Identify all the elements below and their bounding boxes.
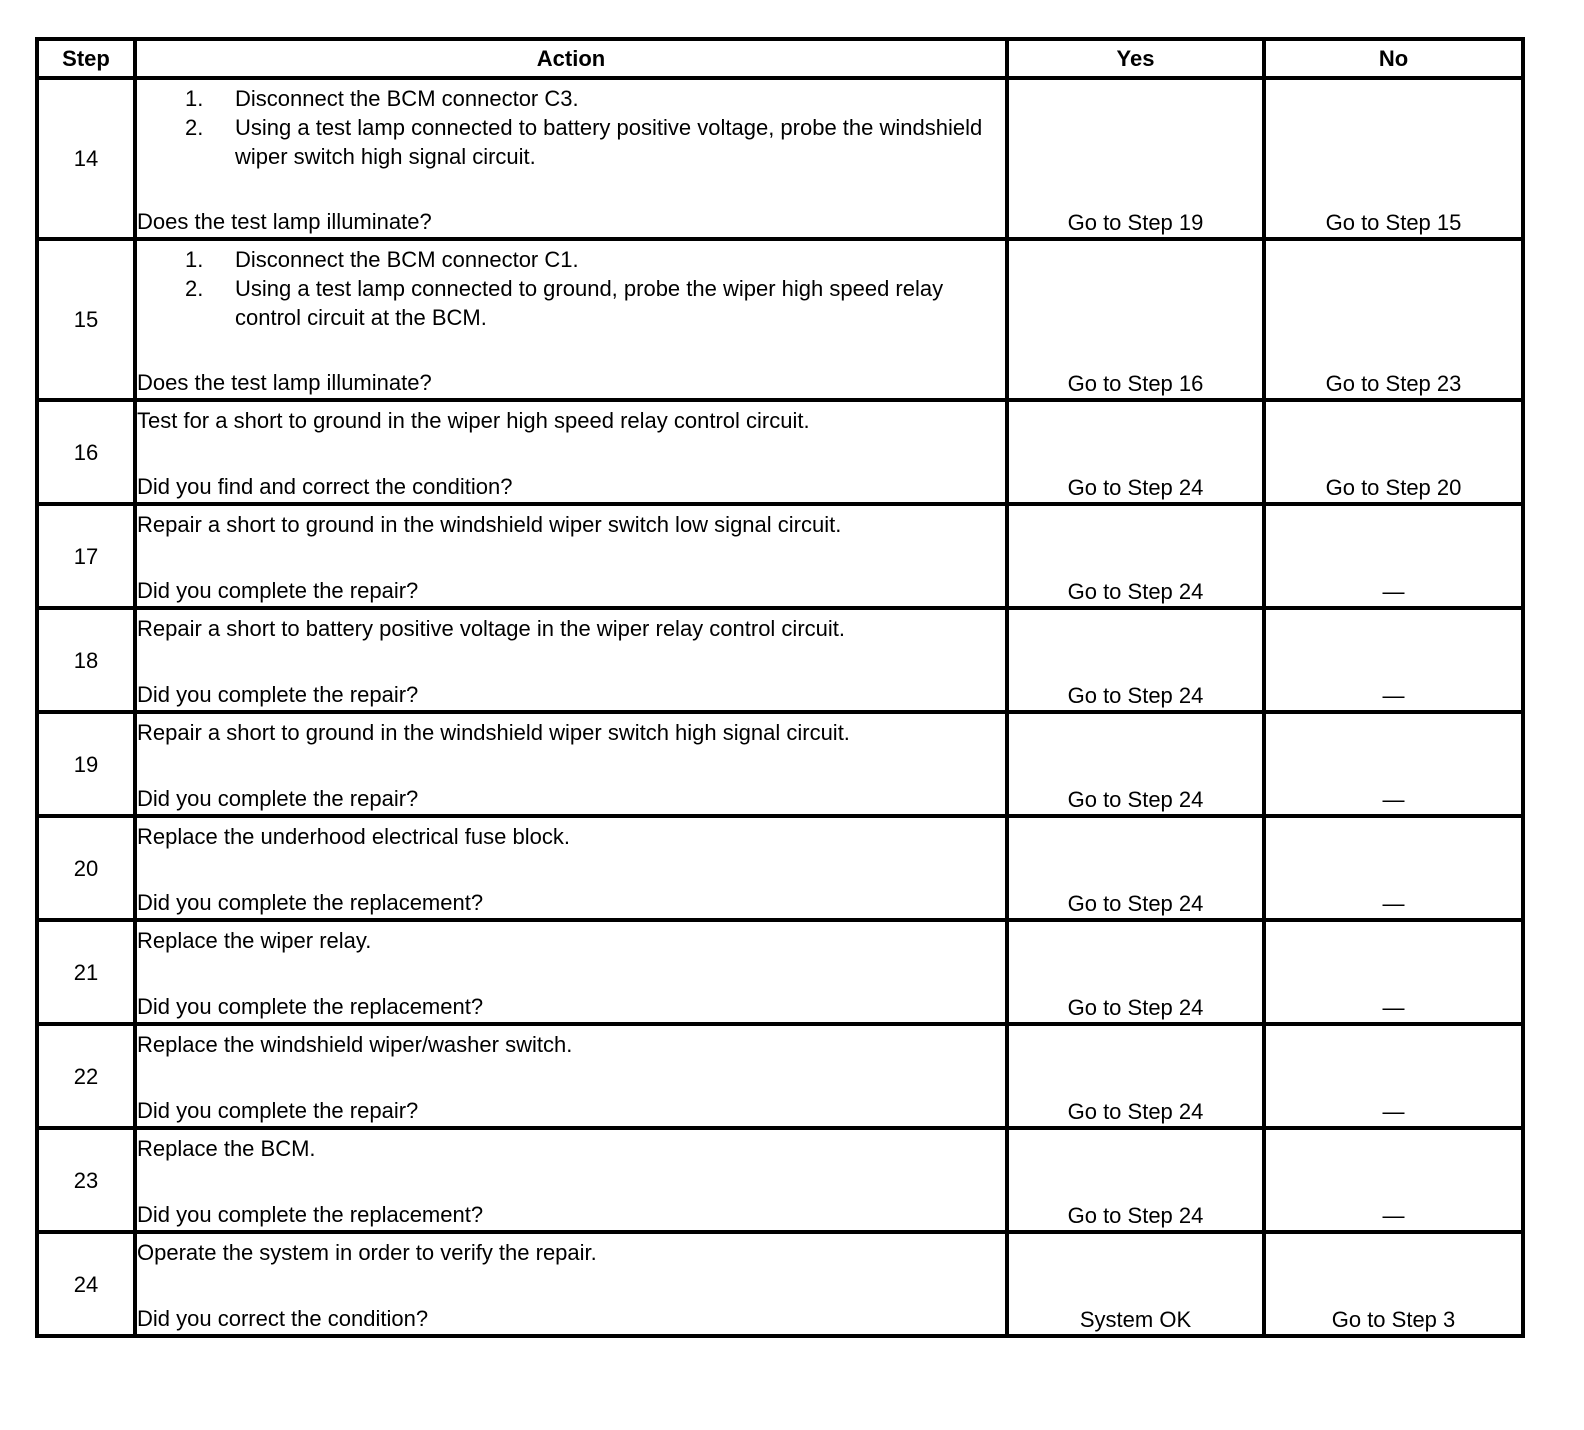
table-row [37,608,1523,712]
action-question: Did you complete the replacement? [137,890,484,915]
action-cell [135,712,1007,816]
table-row [37,1128,1523,1232]
no-result: Go to Step 23 [1264,239,1523,400]
step-number: 22 [37,1024,135,1128]
yes-result: Go to Step 24 [1007,1024,1264,1128]
table-row [37,816,1523,920]
yes-result: Go to Step 24 [1007,920,1264,1024]
action-instruction: Repair a short to battery positive voltage in the wiper relay control circuit. [137,616,845,641]
substep-text: Disconnect the BCM connector C1. [235,247,579,272]
table-row [37,1024,1523,1128]
action-instruction: Replace the wiper relay. [137,928,372,953]
substep-number: 1. [185,86,204,111]
step-number: 16 [37,400,135,504]
diagnostic-table [35,37,1525,1338]
yes-result: Go to Step 24 [1007,608,1264,712]
header-no: No [1264,39,1523,78]
step-number: 21 [37,920,135,1024]
action-instruction: Replace the BCM. [137,1136,316,1161]
substep-list [137,245,1005,332]
table-row [37,400,1523,504]
table-row [37,504,1523,608]
action-instruction: Repair a short to ground in the windshield wiper switch low signal circuit. [137,512,842,537]
header-row [37,39,1523,78]
step-number: 15 [37,239,135,400]
yes-result: Go to Step 19 [1007,78,1264,239]
no-result: — [1264,920,1523,1024]
action-question: Did you complete the repair? [137,786,419,811]
substep-item [185,84,1005,113]
action-question: Did you find and correct the condition? [137,474,513,499]
no-result: Go to Step 20 [1264,400,1523,504]
substep-text: Disconnect the BCM connector C3. [235,86,579,111]
substep-item [185,245,1005,274]
action-instruction: Repair a short to ground in the windshield wiper switch high signal circuit. [137,720,850,745]
yes-result: Go to Step 24 [1007,504,1264,608]
action-question: Does the test lamp illuminate? [137,209,432,234]
action-cell [135,504,1007,608]
yes-result: System OK [1007,1232,1264,1336]
yes-result: Go to Step 24 [1007,1128,1264,1232]
table-row [37,1232,1523,1336]
header-step: Step [37,39,135,78]
action-cell [135,608,1007,712]
table-row [37,239,1523,400]
action-question: Did you complete the repair? [137,1098,419,1123]
substep-text: Using a test lamp connected to battery positive voltage, probe the windshield wiper switch high signal circuit. [235,115,983,169]
action-cell [135,1128,1007,1232]
no-result: — [1264,1128,1523,1232]
step-number: 14 [37,78,135,239]
substep-number: 1. [185,247,204,272]
action-cell [135,920,1007,1024]
no-result: — [1264,504,1523,608]
action-cell [135,400,1007,504]
action-question: Did you correct the condition? [137,1306,429,1331]
action-cell [135,239,1007,400]
substep-item [185,113,1005,171]
yes-result: Go to Step 24 [1007,816,1264,920]
substep-list [137,84,1005,171]
action-instruction: Operate the system in order to verify the repair. [137,1240,597,1265]
action-cell [135,1024,1007,1128]
no-result: — [1264,712,1523,816]
action-question: Did you complete the replacement? [137,994,484,1019]
substep-number: 2. [185,115,204,140]
action-question: Did you complete the repair? [137,578,419,603]
action-cell [135,816,1007,920]
no-result: Go to Step 15 [1264,78,1523,239]
action-instruction: Replace the windshield wiper/washer switch. [137,1032,573,1057]
step-number: 20 [37,816,135,920]
table-row [37,920,1523,1024]
yes-result: Go to Step 24 [1007,400,1264,504]
action-cell [135,78,1007,239]
no-result: — [1264,816,1523,920]
substep-item [185,274,1005,332]
action-question: Did you complete the replacement? [137,1202,484,1227]
header-action: Action [135,39,1007,78]
header-yes: Yes [1007,39,1264,78]
yes-result: Go to Step 16 [1007,239,1264,400]
table-row [37,712,1523,816]
step-number: 19 [37,712,135,816]
no-result: — [1264,1024,1523,1128]
substep-text: Using a test lamp connected to ground, probe the wiper high speed relay control circuit at the BCM. [235,276,944,330]
step-number: 17 [37,504,135,608]
step-number: 24 [37,1232,135,1336]
action-instruction: Test for a short to ground in the wiper high speed relay control circuit. [137,408,810,433]
no-result: Go to Step 3 [1264,1232,1523,1336]
action-question: Did you complete the repair? [137,682,419,707]
step-number: 23 [37,1128,135,1232]
table-row [37,78,1523,239]
action-instruction: Replace the underhood electrical fuse block. [137,824,570,849]
yes-result: Go to Step 24 [1007,712,1264,816]
step-number: 18 [37,608,135,712]
action-question: Does the test lamp illuminate? [137,370,432,395]
action-cell [135,1232,1007,1336]
substep-number: 2. [185,276,204,301]
no-result: — [1264,608,1523,712]
